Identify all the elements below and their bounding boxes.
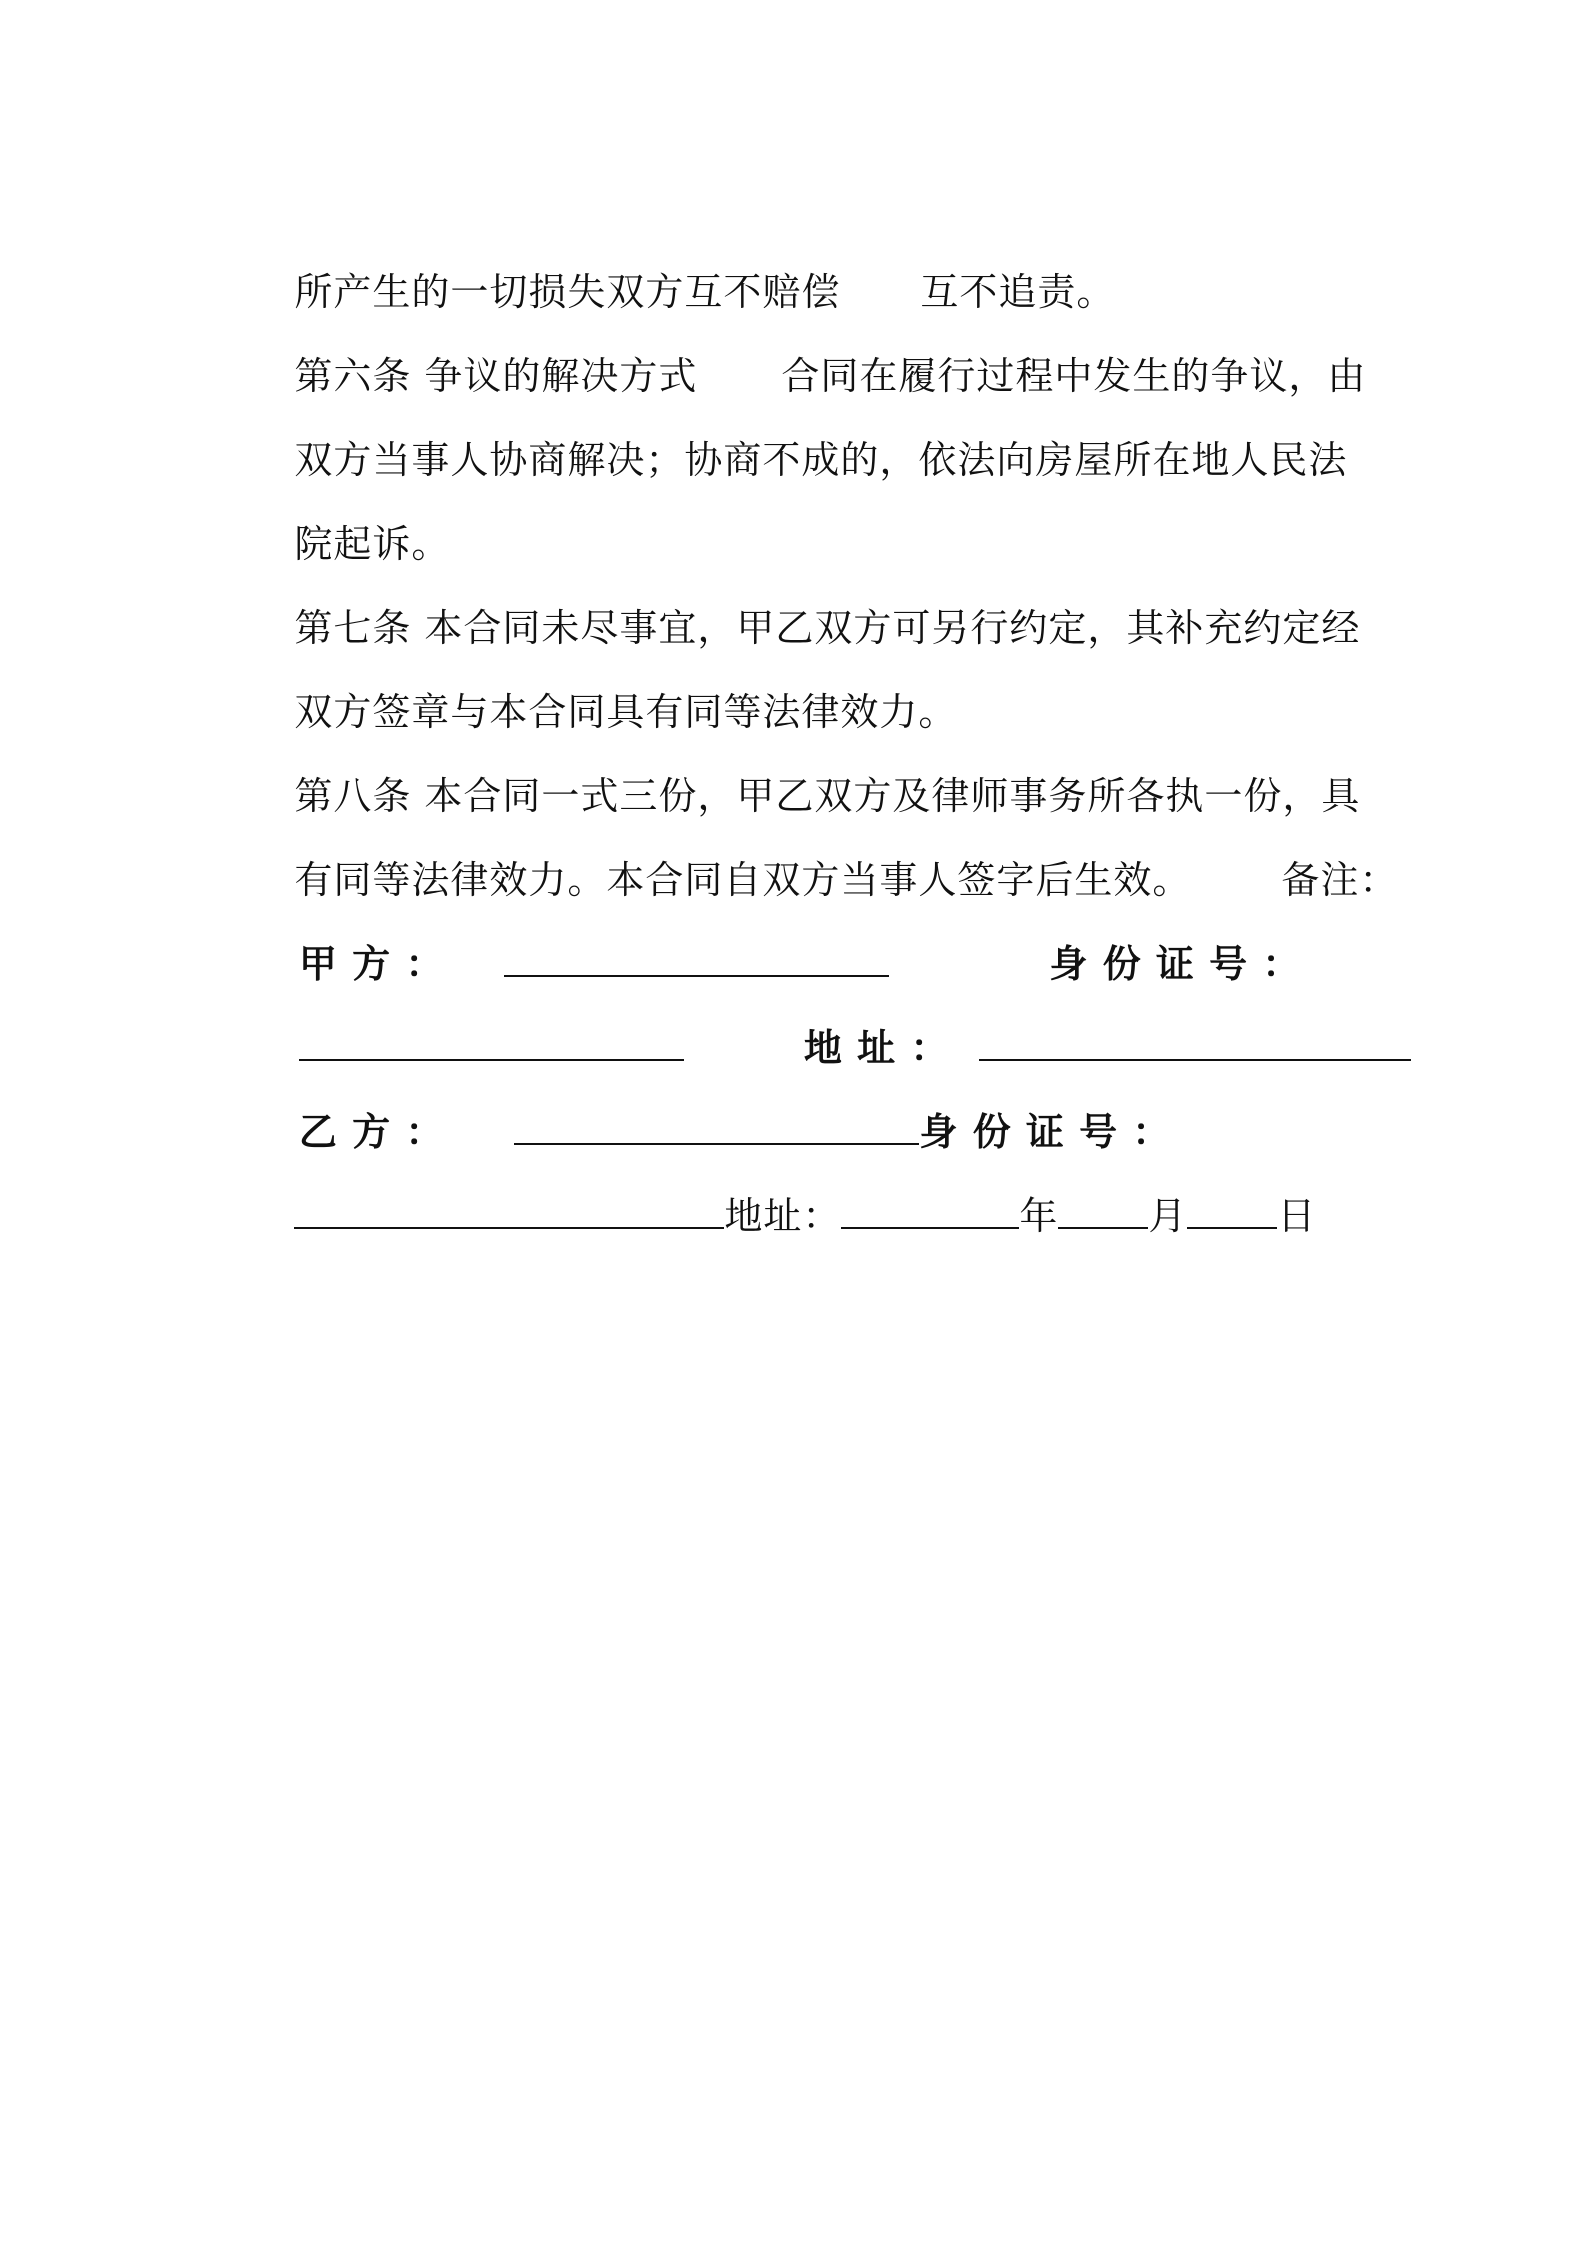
month-blank[interactable] [1058,1187,1148,1229]
year-label: 年 [1019,1194,1059,1238]
clause-six-line-1 [242,280,1367,398]
day-blank[interactable] [1187,1187,1277,1229]
remarks-label: 备注： [1281,858,1399,902]
text-segment: 合同在履行过程中发生的争议，由 [781,354,1367,398]
party-b-address-date-row [242,1120,1362,1238]
address-label-b: 地址： [724,1194,842,1238]
party-b-label: 乙 方 ： [298,1110,445,1154]
party-a-address-row [242,952,1362,1070]
id-number-label-a: 身 份 证 号 ： [1049,942,1302,986]
clause-eight-line-2 [242,784,1399,902]
party-a-label: 甲 方 ： [298,942,445,986]
clause-six-line-3 [242,448,1362,566]
party-b-row [242,1036,1362,1154]
text-segment: 互不追责。 [920,270,1116,314]
text-segment: 双方当事人协商解决；协商不成的，依法向房屋所在地人民法 [294,438,1348,482]
clause-five-tail [242,196,1362,314]
party-b-id-blank[interactable] [294,1187,724,1229]
party-b-address-blank[interactable] [841,1187,1019,1229]
id-number-label-b: 身 份 证 号 ： [919,1110,1172,1154]
text-segment: 第八条 本合同一式三份，甲乙双方及律师事务所各执一份，具 [294,774,1361,818]
clause-six-title: 第六条 争议的解决方式 [294,354,698,398]
clause-six-line-2 [242,364,1362,482]
text-segment: 双方签章与本合同具有同等法律效力。 [294,690,958,734]
text-segment: 第七条 本合同未尽事宜，甲乙双方可另行约定，其补充约定经 [294,606,1361,650]
party-a-row [242,868,1362,986]
text-segment: 所产生的一切损失双方互不赔偿 [294,270,841,314]
address-label-a: 地 址 ： [803,1026,950,1070]
text-segment: 院起诉。 [294,522,451,566]
clause-seven-line-2 [242,616,1362,734]
clause-eight-line-1 [242,700,1362,818]
clause-seven-line-1 [242,532,1362,650]
day-label: 日 [1277,1194,1317,1238]
month-label: 月 [1148,1194,1188,1238]
text-segment: 有同等法律效力。本合同自双方当事人签字后生效。 [294,858,1192,902]
